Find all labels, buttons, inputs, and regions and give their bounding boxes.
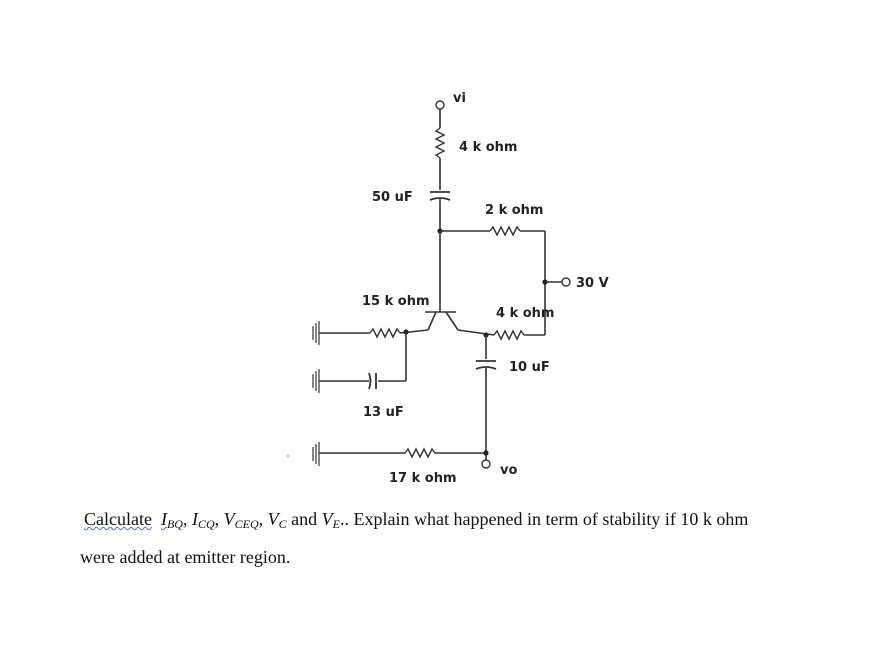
icq-symbol: I bbox=[191, 509, 198, 529]
node-output bbox=[483, 450, 488, 455]
label-r-collector: 2 k ohm bbox=[485, 203, 544, 218]
question-text bbox=[80, 503, 870, 574]
ground-symbol-2 bbox=[313, 369, 319, 393]
vceq-symbol: V bbox=[223, 509, 235, 529]
label-vo: vo bbox=[500, 463, 518, 478]
supply-terminal bbox=[562, 278, 570, 286]
resistor-bias-15k bbox=[370, 329, 400, 337]
label-vi: vi bbox=[453, 91, 466, 106]
ground-symbol-1 bbox=[313, 321, 319, 345]
output-terminal bbox=[482, 460, 490, 468]
vc-symbol: V bbox=[267, 509, 279, 529]
label-r-input: 4 k ohm bbox=[459, 140, 518, 155]
vceq-subscript: CEQ bbox=[234, 517, 259, 531]
question-line-2: were added at emitter region. bbox=[80, 547, 291, 567]
label-r-load: 17 k ohm bbox=[389, 471, 457, 486]
label-supply: 30 V bbox=[576, 276, 609, 291]
resistor-emitter-4k bbox=[494, 331, 524, 339]
label-r-bias: 15 k ohm bbox=[362, 294, 430, 309]
capacitor-bypass-13uf bbox=[369, 373, 376, 389]
and-word: and bbox=[291, 509, 318, 529]
resistor-collector-2k bbox=[490, 227, 520, 235]
ibq-subscript: BQ bbox=[166, 517, 183, 531]
ve-subscript: E bbox=[332, 517, 340, 531]
ibq-symbol: I bbox=[160, 509, 167, 529]
question-line-1: Calculate $I_{BQ}$, $I_{CQ}$, $V_{CEQ}$, $V_C$ and $V_E$.. Explain what happened in term of stability if 10 k ohm bbox=[84, 509, 749, 531]
label-c-input: 50 uF bbox=[372, 190, 413, 205]
resistor-input-4k bbox=[436, 128, 444, 158]
vc-subscript: C bbox=[278, 517, 287, 531]
icq-subscript: CQ bbox=[197, 517, 215, 531]
capacitor-output-10uf bbox=[476, 361, 496, 369]
capacitor-input-50uf bbox=[430, 192, 450, 200]
stray-dot bbox=[287, 455, 289, 457]
input-terminal bbox=[436, 101, 444, 109]
question-rest: .. Explain what happened in term of stability if 10 k ohm bbox=[340, 509, 749, 529]
transistor bbox=[425, 312, 458, 330]
calculate-word: Calculate bbox=[84, 509, 152, 529]
ve-symbol: V bbox=[321, 509, 333, 529]
resistor-load-17k bbox=[405, 449, 435, 457]
ground-symbol-3 bbox=[313, 442, 319, 466]
label-c-output: 10 uF bbox=[509, 360, 550, 375]
label-c-bypass: 13 uF bbox=[363, 405, 404, 420]
label-r-emitter: 4 k ohm bbox=[496, 306, 555, 321]
